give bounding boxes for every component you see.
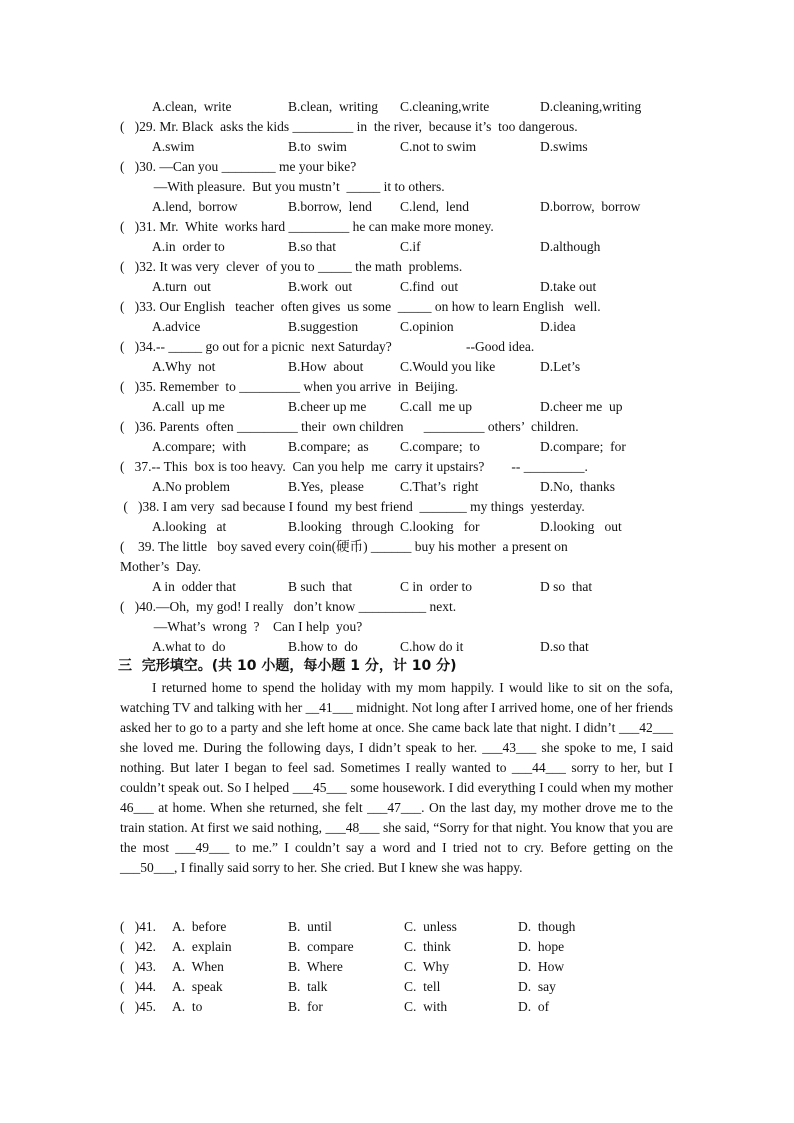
question-line: ( 37.-- This box is too heavy. Can you help me carry it upstairs? -- _________. — [120, 459, 588, 474]
cloze-option: A. before — [172, 919, 227, 934]
question-line: ( )30. —Can you ________ me your bike? — [120, 159, 357, 174]
cloze-option: C. tell — [404, 979, 441, 994]
answer-option: C.compare; to — [400, 439, 480, 454]
answer-option: D.Let’s — [540, 359, 581, 374]
answer-option: A.call up me — [152, 399, 225, 414]
question-line: —With pleasure. But you mustn’t _____ it to others. — [120, 179, 445, 194]
cloze-question-number: ( )43. — [120, 959, 156, 974]
question-line: ( )31. Mr. White works hard _________ he can make more money. — [120, 219, 494, 234]
answer-option: D.idea — [540, 319, 576, 334]
cloze-question-number: ( )41. — [120, 919, 156, 934]
question-line: ( 39. The little boy saved every coin(硬币) ______ buy his mother a present on — [120, 539, 568, 554]
answer-option: D.compare; for — [540, 439, 626, 454]
answer-option: A in odder that — [152, 579, 236, 594]
question-line: ( )29. Mr. Black asks the kids _________ in the river, because it’s too dangerous. — [120, 119, 578, 134]
answer-option: C.how do it — [400, 639, 464, 654]
answer-option: B.Yes, please — [288, 479, 364, 494]
answer-option: A.in order to — [152, 239, 225, 254]
answer-option: B.how to do — [288, 639, 358, 654]
answer-option: D.cleaning,writing — [540, 99, 642, 114]
answer-option: A.swim — [152, 139, 195, 154]
answer-option: B.compare; as — [288, 439, 369, 454]
answer-option: B.borrow, lend — [288, 199, 372, 214]
cloze-option: D. hope — [518, 939, 565, 954]
cloze-option: C. Why — [404, 959, 450, 974]
cloze-question-number: ( )45. — [120, 999, 156, 1014]
answer-option: C.call me up — [400, 399, 472, 414]
answer-option: C in order to — [400, 579, 472, 594]
cloze-question-number: ( )44. — [120, 979, 156, 994]
answer-option: D so that — [540, 579, 593, 594]
cloze-option: D. though — [518, 919, 576, 934]
answer-option: C.Would you like — [400, 359, 496, 374]
answer-option: A.Why not — [152, 359, 216, 374]
answer-option: B.work out — [288, 279, 353, 294]
cloze-option: A. When — [172, 959, 224, 974]
answer-option: C.That’s right — [400, 479, 479, 494]
cloze-option: A. to — [172, 999, 203, 1014]
cloze-option: C. think — [404, 939, 451, 954]
answer-option: A.compare; with — [152, 439, 247, 454]
answer-option: B.How about — [288, 359, 364, 374]
section-title: 三 完形填空。(共 10 小题，每小题 1 分，计 10 分) — [118, 658, 457, 674]
answer-option: A.lend, borrow — [152, 199, 238, 214]
cloze-option: B. talk — [288, 979, 328, 994]
answer-option: C.if — [400, 239, 421, 254]
answer-option: C.lend, lend — [400, 199, 469, 214]
answer-option: D.although — [540, 239, 601, 254]
question-line: ( )36. Parents often _________ their own children _________ others’ children. — [120, 419, 579, 434]
question-line: ( )32. It was very clever of you to _____ the math problems. — [120, 259, 463, 274]
cloze-option: B. for — [288, 999, 323, 1014]
answer-option: B.so that — [288, 239, 337, 254]
answer-option: A.turn out — [152, 279, 211, 294]
question-line: Mother’s Day. — [120, 559, 201, 574]
answer-option: B.clean, writing — [288, 99, 378, 114]
answer-option: B.suggestion — [288, 319, 359, 334]
answer-option: C.find out — [400, 279, 459, 294]
answer-option: C.not to swim — [400, 139, 477, 154]
answer-option: D.swims — [540, 139, 588, 154]
cloze-option: B. Where — [288, 959, 343, 974]
answer-option: D.so that — [540, 639, 589, 654]
answer-option: C.cleaning,write — [400, 99, 490, 114]
cloze-option: D. How — [518, 959, 565, 974]
cloze-question-number: ( )42. — [120, 939, 156, 954]
answer-option: B.cheer up me — [288, 399, 367, 414]
answer-option: A.what to do — [152, 639, 226, 654]
answer-option: D.borrow, borrow — [540, 199, 641, 214]
answer-option: A.clean, write — [152, 99, 232, 114]
answer-option: B such that — [288, 579, 353, 594]
cloze-option: B. until — [288, 919, 332, 934]
answer-option: D.looking out — [540, 519, 622, 534]
cloze-option: D. say — [518, 979, 556, 994]
answer-option: C.opinion — [400, 319, 454, 334]
answer-option: B.looking through — [288, 519, 394, 534]
question-line: ( )34.-- _____ go out for a picnic next Saturday? --Good idea. — [120, 339, 535, 354]
answer-option: A.advice — [152, 319, 201, 334]
question-line: —What’s wrong ? Can I help you? — [120, 619, 363, 634]
answer-option: B.to swim — [288, 139, 347, 154]
answer-option: C.looking for — [400, 519, 480, 534]
answer-option: A.looking at — [152, 519, 227, 534]
cloze-option: C. unless — [404, 919, 457, 934]
answer-option: A.No problem — [152, 479, 230, 494]
question-line: ( )33. Our English teacher often gives us some _____ on how to learn English well. — [120, 299, 601, 314]
cloze-option: C. with — [404, 999, 448, 1014]
question-line: ( )40.—Oh, my god! I really don’t know __________ next. — [120, 599, 457, 614]
cloze-passage: I returned home to spend the holiday with my mom happily. I would like to sit on the sofa, watching TV and talking with her __41___ midnight. Not long after I arrived home, one of her friends asked her to go to a party and she left home at once. She came back late that night. I didn’t ___42___ she loved me. During the following days, I didn’t speak to her. ___43___ she spoke to me, I said nothing. But later I began to feel sad. Sometimes I really wanted to ___44___ sorry to her, but I couldn’t speak out. So I helped ___45___ some housework. I did everything I could when my mother 46___ at home. When she returned, she felt ___47___. On the last day, my mother drove me to the train station. At first we said nothing, ___48___ she said, “Sorry for that night. You know that you are the most ___49___ to me.” I couldn’t say a word and I tried not to cry. Before getting on the ___50___, I finally said sorry to her. She cried. But I knew she was happy. — [120, 680, 673, 875]
question-line: ( )35. Remember to _________ when you arrive in Beijing. — [120, 379, 459, 394]
cloze-option: B. compare — [288, 939, 354, 954]
cloze-option: D. of — [518, 999, 550, 1014]
answer-option: D.No, thanks — [540, 479, 615, 494]
cloze-option: A. explain — [172, 939, 232, 954]
answer-option: D.cheer me up — [540, 399, 623, 414]
cloze-option: A. speak — [172, 979, 223, 994]
question-line: ( )38. I am very sad because I found my best friend _______ my things yesterday. — [120, 499, 585, 514]
answer-option: D.take out — [540, 279, 597, 294]
